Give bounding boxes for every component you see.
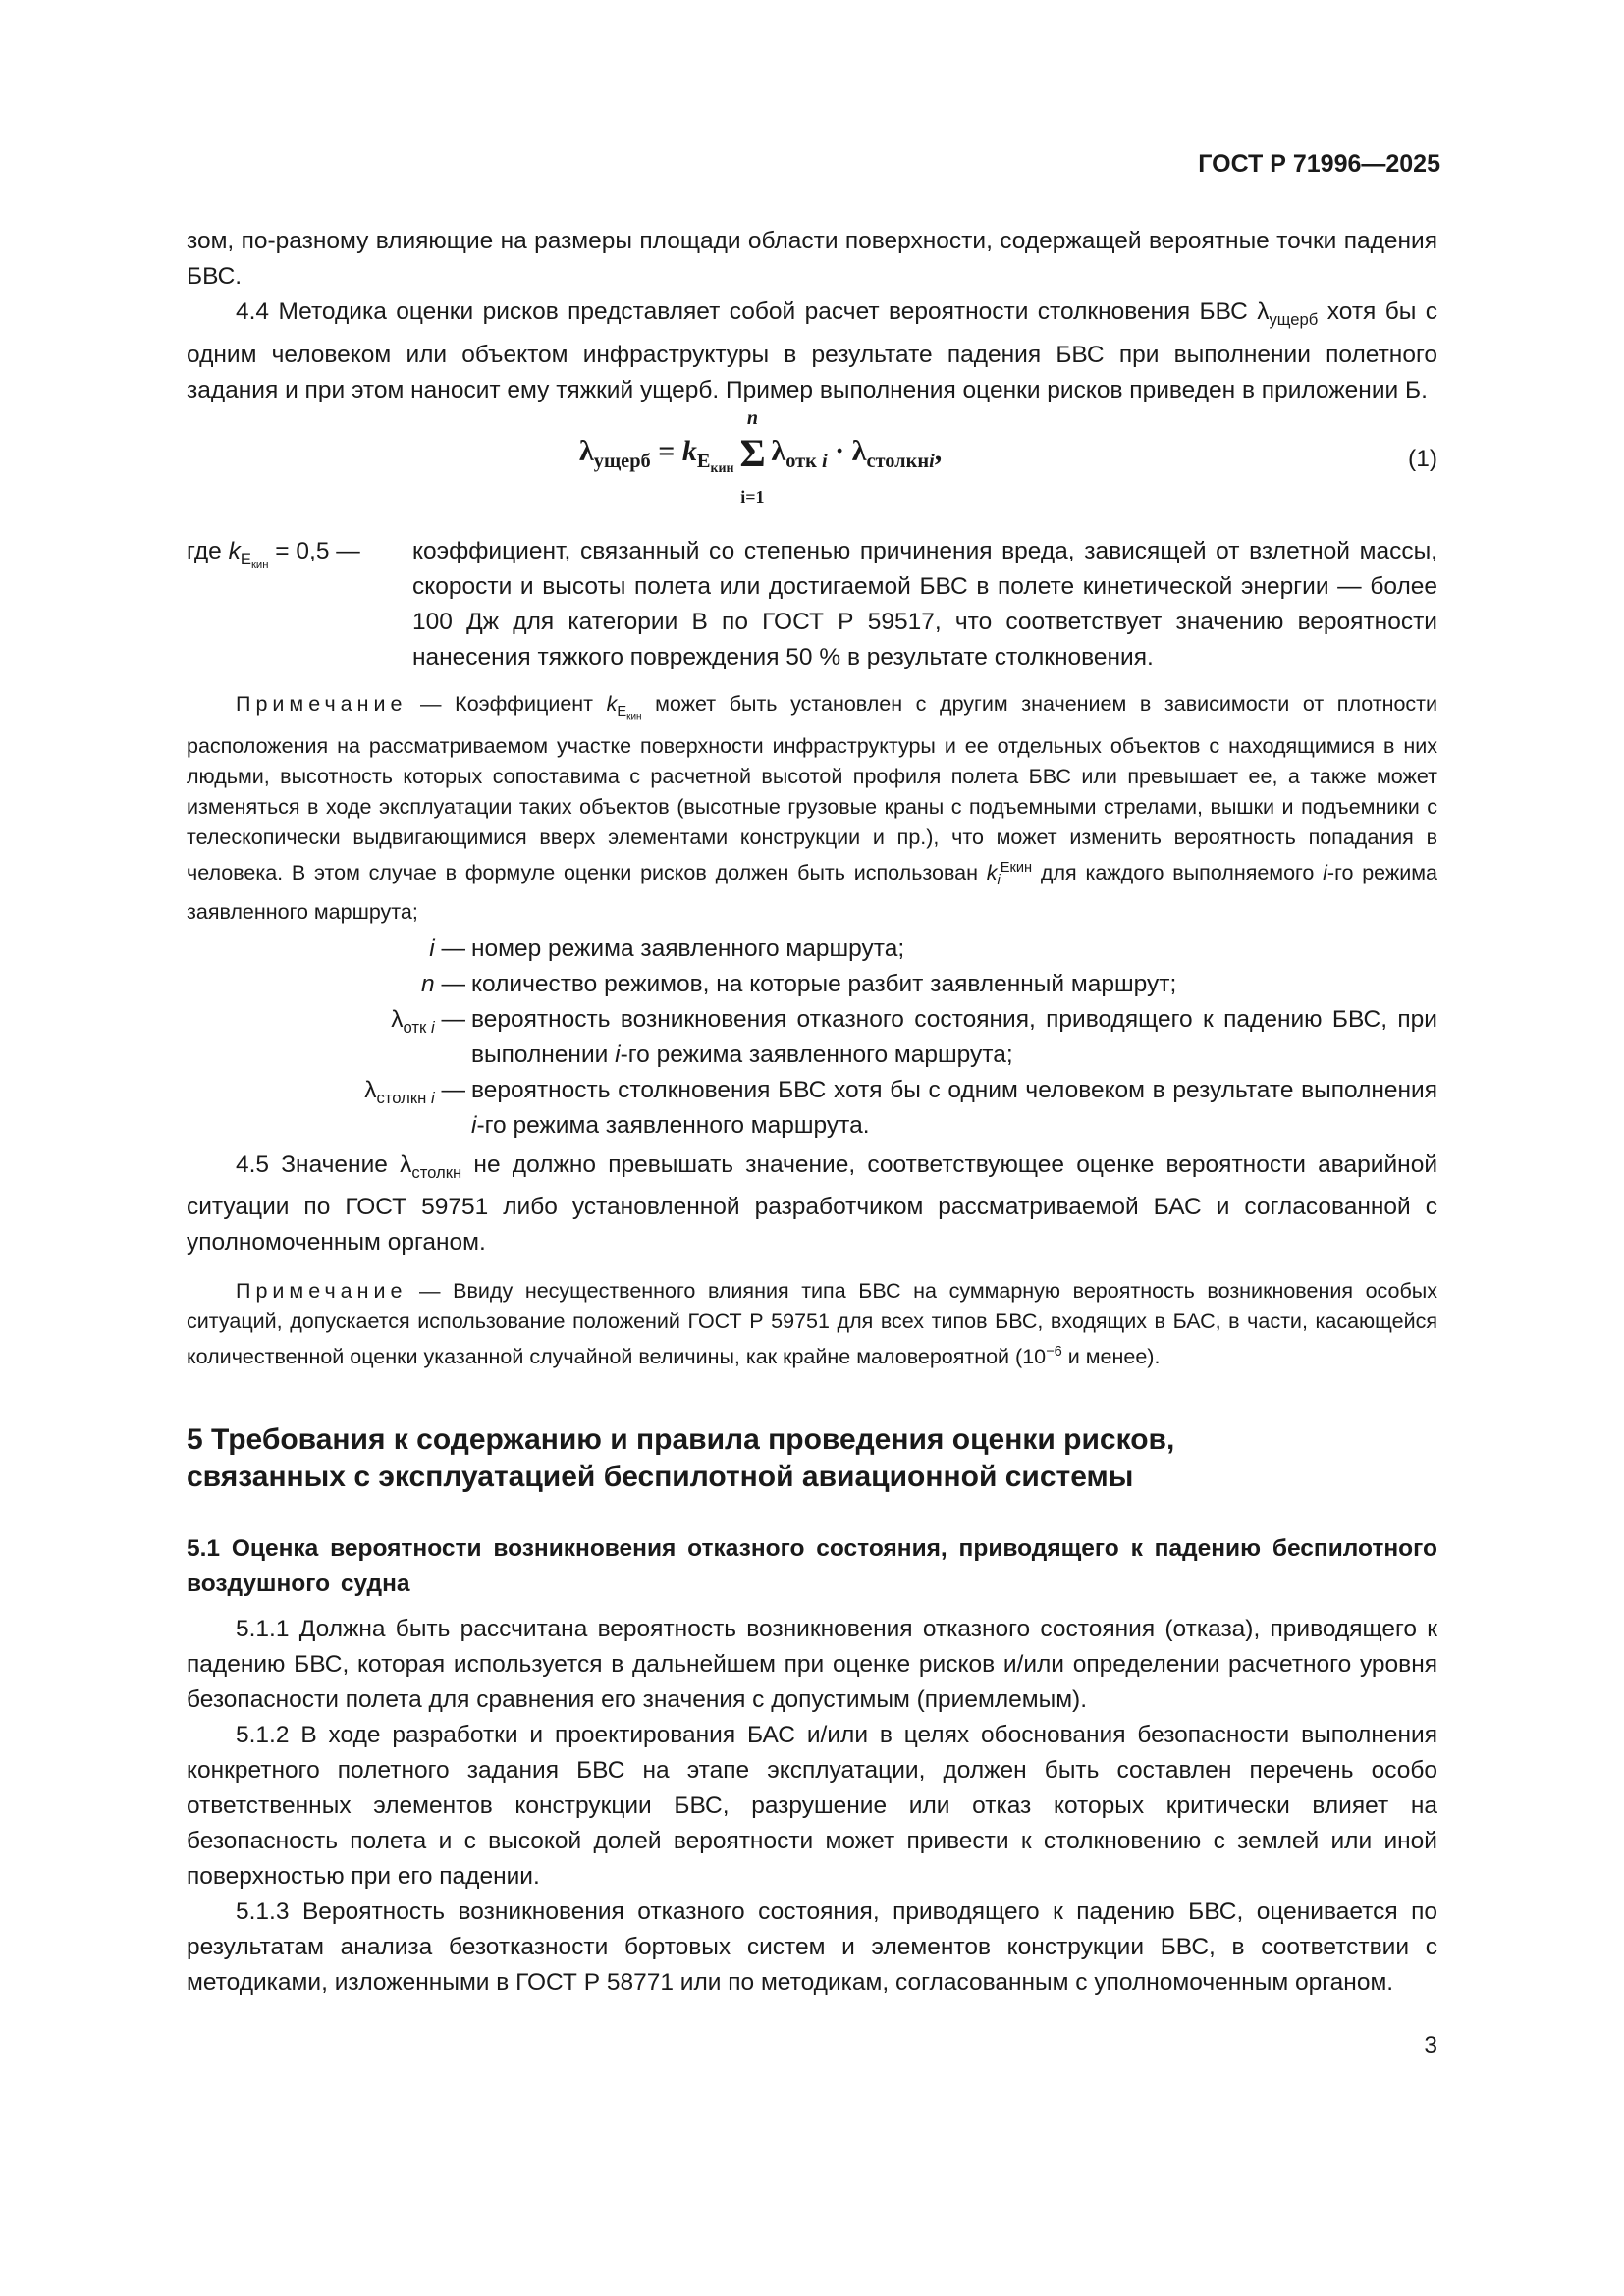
sum-symbol: n Σ i=1 [739, 406, 766, 507]
where-text: коэффициент, связанный со степенью причинения вреда, зависящей от взлетной массы, скорости и высоты полета или достигаемой БВС в полете кинетической энергии — более 100 Дж для категории В по ГОСТ Р 59517, что соответствует значению вероятности нанесения тяжкого повреждения 50 % в результате столкновения. [412, 537, 1437, 670]
page-content [187, 224, 1437, 2001]
definition-item: $\lambda_{столкн i}$ — вероятность столкновения БВС хотя бы с одним человеком в результате выполнения i-го режима заявленного маршрута. [364, 1076, 1437, 1139]
definition-item: i — номер режима заявленного маршрута; [429, 934, 905, 962]
definition-item: $\lambda_{отк i}$ — вероятность возникновения отказного состояния, приводящего к падению БВС, при выполнении i-го режима заявленного маршрута; [391, 1005, 1437, 1068]
paragraph-5-1-1: 5.1.1 Должна быть рассчитана вероятность возникновения отказного состояния (отказа), приводящего к падению БВС, которая используется в дальнейшем при оценке рисков и/или определении расчетного уровня безопасности полета для сравнения его значения с допустимым (приемлемым). [187, 1616, 1437, 1714]
definition-list [187, 932, 1437, 1144]
note-2: Примечание — Ввиду несущественного влияния типа БВС на суммарную вероятность возникновения особых ситуаций, допускается использование положений ГОСТ Р 59751 для всех типов БВС, входящих в БАС, в части, касающейся количественной оценки указанной случайной величины, как крайне маловероятной ($10^{-6}$ и менее). [187, 1279, 1437, 1369]
where-label: где $k_{E_{кин}} = 0,5$ — [187, 537, 360, 571]
page-number: 3 [1424, 2032, 1437, 2058]
document-header: ГОСТ Р 71996—2025 [1198, 150, 1440, 178]
paragraph-5-1-3: 5.1.3 Вероятность возникновения отказного состояния, приводящего к падению БВС, оценивается по результатам анализа безотказности бортовых систем и элементов конструкции БВС, в соответствии с методиками, изложенными в ГОСТ Р 58771 или по методикам, согласованным с уполномоченным органом. [187, 1898, 1437, 1997]
formula-number: (1) [1408, 445, 1437, 472]
subsection-5-1-title: 5.1 Оценка вероятности возникновения отказного состояния, приводящего к падению беспилотного воздушного судна [187, 1535, 1437, 1598]
paragraph-5-1-2: 5.1.2 В ходе разработки и проектирования БАС и/или в целях обоснования безопасности выполнения конкретного полетного задания БВС на этапе эксплуатации, должен быть составлен перечень особо ответственных элементов конструкции БВС, разрушение или отказ которых критически влияет на безопасность полета и с высокой долей вероятности может привести к столкновению с землей или иной поверхностью при его падении. [187, 1722, 1437, 1891]
paragraph-continuation: зом, по-разному влияющие на размеры площади области поверхности, содержащей вероятные точки падения БВС. [187, 228, 1437, 290]
section-5-title: 5 Требования к содержанию и правила проведения оценки рисков, связанных с эксплуатацией беспилотной авиационной системы [187, 1423, 1175, 1494]
formula-expression: $\lambda_{ущерб} = k_{E_{кин}}$ n Σ i=1 $\lambda_{отк i} \cdot \lambda_{столкнi}$, [579, 406, 943, 507]
formula-1 [187, 406, 1437, 520]
paragraph-4-5: 4.5 Значение $\lambda_{столкн}$ не должно превышать значение, соответствующее оценке вероятности аварийной ситуации по ГОСТ 59751 либо установленной разработчиком рассматриваемой БАС и согласованной с уполномоченным органом. [187, 1150, 1438, 1256]
paragraph-4-4: 4.4 Методика оценки рисков представляет собой расчет вероятности столкновения БВС $\lambda_{ущерб}$ хотя бы с одним человеком или объектом инфраструктуры в результате падения БВС при выполнении полетного задания и при этом наносит ему тяжкий ущерб. Пример выполнения оценки рисков приведен в приложении Б. [187, 298, 1437, 403]
definition-item: n — количество режимов, на которые разбит заявленный маршрут; [421, 970, 1177, 997]
where-clause [187, 534, 1437, 675]
note-1: Примечание — Коэффициент $k_{E_{кин}}$ может быть установлен с другим значением в зависимости от плотности расположения на рассматриваемом участке поверхности инфраструктуры и ее отдельных объектов с находящимися в них людьми, высотность которых сопоставима с расчетной высотой профиля полета БВС или превышает ее, а также может изменяться в ходе эксплуатации таких объектов (высотные грузовые краны с подъемными стрелами, вышки и подъемники с телескопически выдвигающимися вверх элементами конструкции и пр.), что может изменить вероятность попадания в человека. В этом случае в формуле оценки рисков должен быть использован $k_i^{Eкин}$ для каждого выполняемого i-го режима заявленного маршрута; [187, 691, 1438, 924]
